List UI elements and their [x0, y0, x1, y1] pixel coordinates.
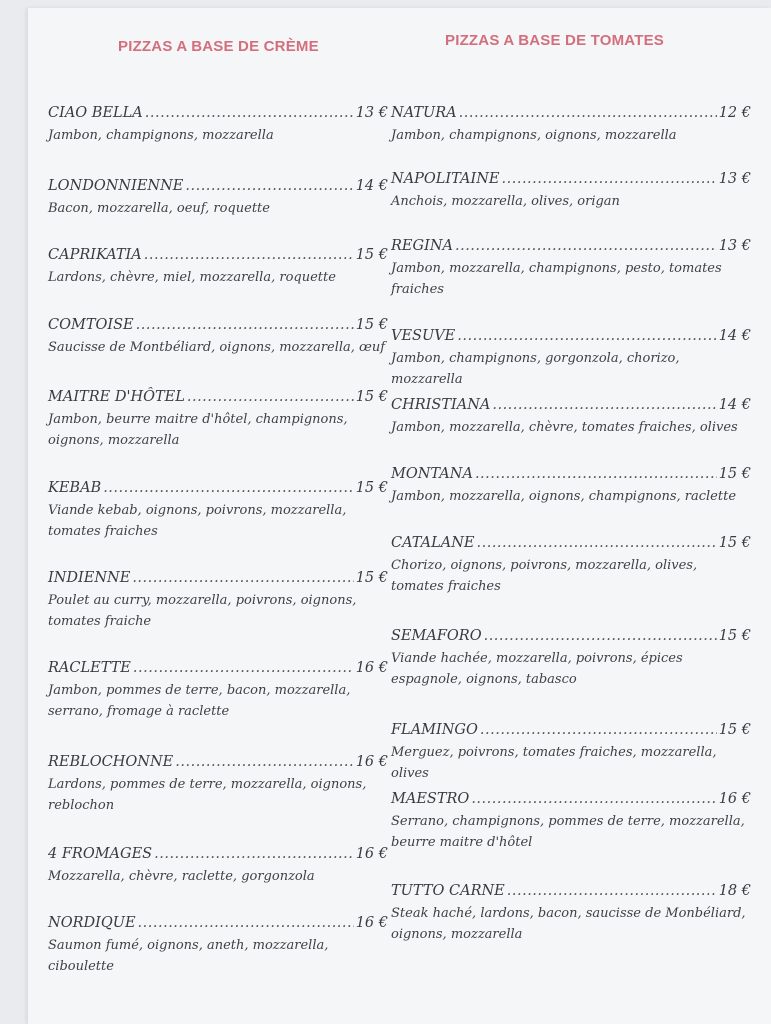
menu-item-line — [48, 104, 388, 122]
menu-item-price: 15 € — [355, 570, 388, 586]
menu-item-name: REGINA — [391, 238, 453, 254]
menu-item-price: 12 € — [718, 105, 751, 121]
dot-leader — [502, 170, 717, 188]
menu-item-flamingo — [391, 721, 751, 784]
menu-item-name: 4 FROMAGES — [48, 846, 153, 862]
menu-item-indienne — [48, 569, 388, 632]
menu-item-name: RACLETTE — [48, 660, 131, 676]
menu-item-nordique — [48, 914, 388, 977]
dot-leader — [484, 627, 717, 645]
menu-item-name: NATURA — [391, 105, 457, 121]
menu-item-name: COMTOISE — [48, 317, 134, 333]
menu-item-name: CATALANE — [391, 535, 475, 551]
menu-item-price: 13 € — [355, 105, 388, 121]
menu-item-description: Anchois, mozzarella, olives, origan — [391, 194, 620, 209]
menu-item-price: 15 € — [718, 466, 751, 482]
menu-item-price: 16 € — [355, 660, 388, 676]
menu-item-name: MAITRE D'HÔTEL — [48, 389, 185, 405]
menu-item-line — [391, 396, 751, 414]
dot-leader — [492, 396, 716, 414]
menu-item-napolitaine — [391, 170, 751, 212]
menu-item-line — [391, 327, 751, 345]
menu-item-line — [391, 790, 751, 808]
menu-item-kebab — [48, 479, 388, 542]
menu-item-line — [391, 465, 751, 483]
menu-item-regina — [391, 237, 751, 300]
menu-item-ciao-bella — [48, 104, 388, 146]
menu-item-description: Jambon, mozzarella, champignons, pesto, tomates fraiches — [391, 261, 722, 297]
menu-item-line — [391, 627, 751, 645]
menu-item-natura — [391, 104, 751, 146]
menu-item-name: NORDIQUE — [48, 915, 136, 931]
menu-item-line — [391, 534, 751, 552]
menu-item-line — [48, 569, 388, 587]
menu-item-price: 15 € — [355, 480, 388, 496]
dot-leader — [138, 914, 354, 932]
menu-item-londonnienne — [48, 177, 388, 219]
dot-leader — [459, 104, 717, 122]
menu-item-maestro — [391, 790, 751, 853]
menu-item-description: Jambon, mozzarella, chèvre, tomates fraiches, olives — [391, 420, 738, 435]
dot-leader — [480, 721, 717, 739]
menu-item-price: 16 € — [355, 846, 388, 862]
menu-item-line — [48, 845, 388, 863]
menu-item-description: Viande hachée, mozzarella, poivrons, épices espagnole, oignons, tabasco — [391, 651, 683, 687]
cream-base-title: PIZZAS A BASE DE CRÈME — [118, 38, 319, 55]
menu-sheet — [28, 8, 771, 1024]
menu-item-line — [48, 246, 388, 264]
menu-item-price: 16 € — [355, 915, 388, 931]
menu-item-semaforo — [391, 627, 751, 690]
menu-item-line — [48, 177, 388, 195]
menu-item-price: 14 € — [718, 397, 751, 413]
dot-leader — [132, 569, 353, 587]
menu-item-description: Jambon, beurre maitre d'hôtel, champignons, oignons, mozzarella — [48, 412, 348, 448]
menu-item-tutto-carne — [391, 882, 751, 945]
menu-item-price: 15 € — [355, 389, 388, 405]
menu-item-christiana — [391, 396, 751, 438]
dot-leader — [457, 327, 716, 345]
menu-item-name: REBLOCHONNE — [48, 754, 174, 770]
menu-item-price: 18 € — [718, 883, 751, 899]
menu-item-description: Lardons, chèvre, miel, mozzarella, roquette — [48, 270, 336, 285]
menu-item-line — [391, 104, 751, 122]
menu-item-name: FLAMINGO — [391, 722, 478, 738]
menu-item-description: Jambon, pommes de terre, bacon, mozzarella, serrano, fromage à raclette — [48, 683, 351, 719]
menu-item-name: MONTANA — [391, 466, 473, 482]
menu-item-price: 15 € — [718, 628, 751, 644]
menu-item-catalane — [391, 534, 751, 597]
menu-item-name: KEBAB — [48, 480, 102, 496]
menu-item-name: NAPOLITAINE — [391, 171, 500, 187]
dot-leader — [477, 534, 717, 552]
dot-leader — [145, 104, 354, 122]
menu-item-name: CHRISTIANA — [391, 397, 491, 413]
menu-item-description: Chorizo, oignons, poivrons, mozzarella, olives, tomates fraiches — [391, 558, 698, 594]
menu-item-line — [391, 237, 751, 255]
menu-item-description: Jambon, champignons, mozzarella — [48, 128, 274, 143]
dot-leader — [475, 465, 717, 483]
menu-item-name: VESUVE — [391, 328, 456, 344]
dot-leader — [133, 659, 354, 677]
menu-item-name: INDIENNE — [48, 570, 131, 586]
menu-item-description: Saumon fumé, oignons, aneth, mozzarella, ciboulette — [48, 938, 329, 974]
menu-item-4-fromages — [48, 845, 388, 887]
menu-item-caprikatia — [48, 246, 388, 288]
menu-item-line — [391, 721, 751, 739]
menu-item-description: Viande kebab, oignons, poivrons, mozzarella, tomates fraiches — [48, 503, 347, 539]
menu-item-name: SEMAFORO — [391, 628, 482, 644]
dot-leader — [471, 790, 716, 808]
menu-item-name: TUTTO CARNE — [391, 883, 505, 899]
dot-leader — [185, 177, 353, 195]
menu-item-description: Serrano, champignons, pommes de terre, mozzarella, beurre maitre d'hôtel — [391, 814, 745, 850]
tomato-base-title: PIZZAS A BASE DE TOMATES — [445, 32, 664, 49]
menu-item-line — [391, 170, 751, 188]
menu-item-comtoise — [48, 316, 388, 358]
menu-item-name: LONDONNIENNE — [48, 178, 184, 194]
menu-item-name: CIAO BELLA — [48, 105, 143, 121]
menu-item-price: 14 € — [355, 178, 388, 194]
menu-item-price: 15 € — [718, 535, 751, 551]
menu-item-line — [48, 479, 388, 497]
menu-item-price: 13 € — [718, 238, 751, 254]
menu-item-description: Jambon, champignons, gorgonzola, chorizo, mozzarella — [391, 351, 680, 387]
menu-item-price: 15 € — [718, 722, 751, 738]
menu-item-price: 14 € — [718, 328, 751, 344]
menu-item-description: Lardons, pommes de terre, mozzarella, oignons, reblochon — [48, 777, 367, 813]
menu-item-line — [391, 882, 751, 900]
dot-leader — [507, 882, 717, 900]
menu-item-raclette — [48, 659, 388, 722]
dot-leader — [144, 246, 354, 264]
menu-item-line — [48, 914, 388, 932]
menu-item-name: MAESTRO — [391, 791, 470, 807]
dot-leader — [103, 479, 354, 497]
menu-item-vesuve — [391, 327, 751, 390]
menu-item-description: Merguez, poivrons, tomates fraiches, mozzarella, olives — [391, 745, 717, 781]
dot-leader — [455, 237, 717, 255]
menu-item-description: Steak haché, lardons, bacon, saucisse de Monbéliard, oignons, mozzarella — [391, 906, 746, 942]
menu-item-line — [48, 753, 388, 771]
menu-item-price: 16 € — [355, 754, 388, 770]
dot-leader — [175, 753, 353, 771]
menu-item-description: Jambon, champignons, oignons, mozzarella — [391, 128, 677, 143]
menu-item-name: CAPRIKATIA — [48, 247, 142, 263]
menu-item-price: 15 € — [355, 247, 388, 263]
dot-leader — [136, 316, 354, 334]
dot-leader — [187, 388, 354, 406]
menu-item-line — [48, 316, 388, 334]
menu-item-maitre-d-hotel — [48, 388, 388, 451]
menu-item-description: Poulet au curry, mozzarella, poivrons, oignons, tomates fraiche — [48, 593, 357, 629]
menu-item-line — [48, 388, 388, 406]
menu-item-montana — [391, 465, 751, 507]
menu-item-price: 16 € — [718, 791, 751, 807]
menu-item-description: Jambon, mozzarella, oignons, champignons, raclette — [391, 489, 737, 504]
menu-item-reblochonne — [48, 753, 388, 816]
menu-item-description: Saucisse de Montbéliard, oignons, mozzarella, œuf — [48, 340, 386, 355]
menu-item-line — [48, 659, 388, 677]
menu-item-price: 15 € — [355, 317, 388, 333]
menu-item-price: 13 € — [718, 171, 751, 187]
menu-item-description: Mozzarella, chèvre, raclette, gorgonzola — [48, 869, 315, 884]
menu-item-description: Bacon, mozzarella, oeuf, roquette — [48, 201, 270, 216]
dot-leader — [154, 845, 354, 863]
